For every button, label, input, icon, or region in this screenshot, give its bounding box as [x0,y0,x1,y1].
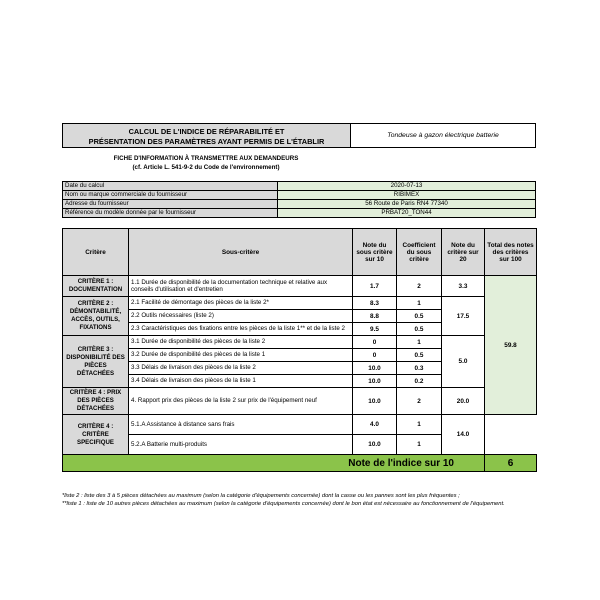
subheader-line2: (cf. Article L. 541-9-2 du Code de l'environnement) [132,164,280,171]
sub-coef: 0.5 [397,323,442,336]
table-row [63,336,537,349]
info-value: 2020-07-13 [278,182,536,191]
critere-label: CRITÈRE 3 : DISPONIBILITÉ DES PIÈCES DÉTACHÉES [63,336,129,388]
info-value: PRBAT20_TON44 [278,209,536,218]
subheader-line1: FICHE D'INFORMATION À TRANSMETTRE AUX DEMANDEURS [113,155,299,162]
sub-critere: 4. Rapport prix des pièces de la liste 2 sur prix de l'équipement neuf [129,388,353,415]
info-row [63,191,536,200]
info-label: Référence du modèle donnée par le fournisseur [63,209,278,218]
sub-coef: 0.5 [397,310,442,323]
sub-coef: 1 [397,435,442,455]
footnote-liste-2: *liste 2 : liste des 3 à 5 pièces détachées au maximum (selon la catégorie d'équipements concernée) dont la casse ou les pannes sont les plus fréquentes ; [62,493,460,499]
sub-critere: 3.3 Délais de livraison des pièces de la liste 2 [129,362,353,375]
sub-note: 0 [353,349,397,362]
sub-critere: 3.2 Durée de disponibilité des pièces de la liste 1 [129,349,353,362]
sub-note: 9.5 [353,323,397,336]
info-row [63,209,536,218]
sub-note: 1.7 [353,276,397,297]
col-header-critere: Critère [63,229,129,276]
table-row [63,276,537,297]
sub-coef: 1 [397,415,442,435]
final-score-value: 6 [485,455,537,472]
sub-critere: 3.1 Durée de disponibilité des pièces de la liste 2 [129,336,353,349]
table-header-row [63,229,537,276]
sub-note: 10.0 [353,388,397,415]
sub-note: 10.0 [353,362,397,375]
sub-coef: 0.5 [397,349,442,362]
info-label: Nom ou marque commerciale du fournisseur [63,191,278,200]
footnotes [62,492,540,508]
info-label: Date du calcul [63,182,278,191]
info-value: RIBIMEX [278,191,536,200]
critere-note: 14.0 [442,415,485,455]
info-label: Adresse du fournisseur [63,200,278,209]
info-value: 56 Route de Paris RN4 77340 [278,200,536,209]
product-name: Tondeuse à gazon électrique batterie [387,132,499,139]
table-row [63,415,537,435]
empty-cell [485,415,537,455]
critere-note: 3.3 [442,276,485,297]
sub-critere: 2.3 Caractéristiques des fixations entre les pièces de la liste 1** et de la liste 2 [129,323,353,336]
table-row [63,388,537,415]
final-score-label: Note de l'indice sur 10 [63,455,485,472]
sub-note: 8.8 [353,310,397,323]
info-row [63,182,536,191]
info-row [63,200,536,209]
sub-critere: 5.1.A Assistance à distance sans frais [129,415,353,435]
sub-coef: 1 [397,336,442,349]
col-header-total: Total des notes des critères sur 100 [485,229,537,276]
col-header-note-sous-critere: Note du sous critère sur 10 [353,229,397,276]
total-score: 59.8 [485,276,537,415]
product-box [350,123,536,148]
critere-label: CRITÈRE 4 : PRIX DES PIÈCES DÉTACHÉES [63,388,129,415]
sub-note: 4.0 [353,415,397,435]
sub-critere: 2.2 Outils nécessaires (liste 2) [129,310,353,323]
sub-critere: 1.1 Durée de disponibilité de la documentation technique et relative aux conseils d'utilisation et d'entretien [129,276,353,297]
sub-coef: 1 [397,297,442,310]
critere-label: CRITÈRE 1 : DOCUMENTATION [63,276,129,297]
title-box [62,123,350,148]
sub-critere: 3.4 Délais de livraison des pièces de la liste 1 [129,375,353,388]
sub-critere: 5.2.A Batterie multi-produits [129,435,353,455]
sub-note: 10.0 [353,435,397,455]
repairability-table [62,228,537,472]
sub-coef: 0.3 [397,362,442,375]
subheader [62,154,350,172]
supplier-info-table [62,181,536,218]
page-title-line2: PRÉSENTATION DES PARAMÈTRES AYANT PERMIS DE L'ÉTABLIR [88,137,325,146]
critere-label: CRITÈRE 4 : CRITÈRE SPECIFIQUE [63,415,129,455]
sub-note: 0 [353,336,397,349]
sub-coef: 0.2 [397,375,442,388]
sub-note: 8.3 [353,297,397,310]
table-row [63,297,537,310]
sub-coef: 2 [397,388,442,415]
critere-note: 5.0 [442,336,485,388]
sub-critere: 2.1 Facilité de démontage des pièces de la liste 2* [129,297,353,310]
critere-label: CRITÈRE 2 : DÉMONTABILITÉ, ACCÈS, OUTILS, FIXATIONS [63,297,129,336]
final-score-row [63,455,537,472]
sub-note: 10.0 [353,375,397,388]
col-header-coefficient: Coefficient du sous critère [397,229,442,276]
col-header-sous-critere: Sous-critère [129,229,353,276]
page-title-line1: CALCUL DE L'INDICE DE RÉPARABILITÉ ET [128,127,285,136]
col-header-note-critere: Note du critère sur 20 [442,229,485,276]
sub-coef: 2 [397,276,442,297]
footnote-liste-1: **liste 1 : liste de 10 autres pièces détachées au maximum (selon la catégorie d'équipements concernée) dont le bon état est nécessaire au fonctionnement de l'équipement. [62,501,505,507]
critere-note: 20.0 [442,388,485,415]
critere-note: 17.5 [442,297,485,336]
